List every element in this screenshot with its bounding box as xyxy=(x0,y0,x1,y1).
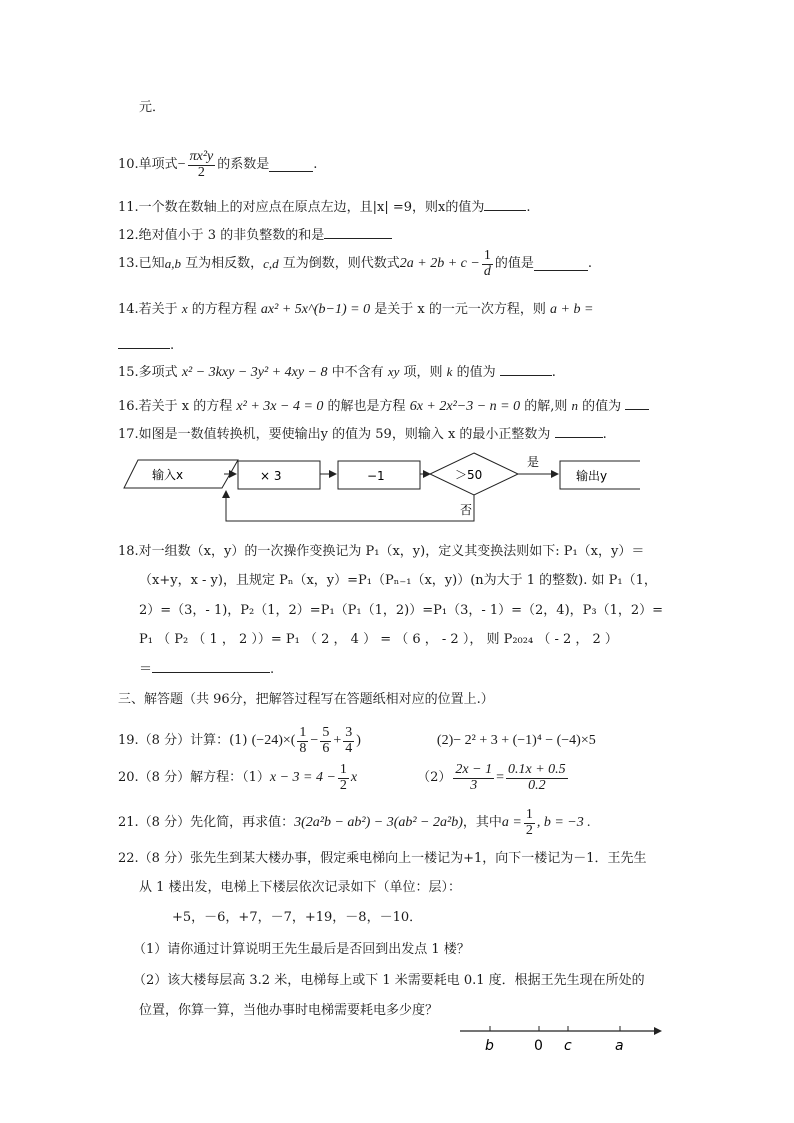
q18-line-3: 2）=（3，- 1)，P₂（1，2）=P₁（P₁（1，2)）=P₁（3，- 1）=（2，4)，P₃（1，2）= xyxy=(139,603,664,618)
q22-line-6: 位置，你算一算，当他办事时电梯需要耗电多少度？ xyxy=(139,1003,439,1018)
q21-b: , b = −3 . xyxy=(536,815,591,831)
question-10 xyxy=(118,150,317,180)
q19-frac2 xyxy=(320,726,331,756)
q20-frac3 xyxy=(506,763,568,793)
q13-den: d xyxy=(483,263,491,279)
q11-period: . xyxy=(526,200,531,215)
q15-suffix3: 的值为 xyxy=(456,365,496,380)
q19-f1d: 8 xyxy=(299,740,307,756)
q19-f2d: 6 xyxy=(322,740,330,756)
q20-eq1b: x xyxy=(350,770,358,786)
q18-line-5: ＝ xyxy=(139,662,153,677)
q16-blank xyxy=(625,396,649,410)
label-a: a xyxy=(615,1038,624,1054)
q22-line-4: （1）请你通过计算说明王先生最后是否回到出发点 1 楼？ xyxy=(133,942,470,957)
number-line-arrow xyxy=(654,1027,662,1035)
q12-text: 12.绝对值小于 3 的非负整数的和是 xyxy=(118,228,325,243)
q13-num: 1 xyxy=(483,248,491,263)
arrow-no-loop xyxy=(226,491,474,521)
q15-prefix: 15.多项式 xyxy=(118,365,178,380)
q16-mid: 的解也是方程 xyxy=(327,399,406,414)
q20-frac2 xyxy=(453,763,494,793)
q13-period: . xyxy=(587,256,592,272)
q19-f3d: 4 xyxy=(345,740,353,756)
q21-mid: ，其中 xyxy=(462,815,502,831)
q16-suffix2: 的值为 xyxy=(582,399,622,414)
q19-m2: + xyxy=(333,733,342,749)
q18-period: . xyxy=(270,662,275,677)
q22-line-3: +5，－6，+7，－7，+19，－8，－10． xyxy=(172,910,423,925)
q20-eq1a: x − 3 = 4 − xyxy=(269,770,336,786)
q20-prefix: 20.（8 分）解方程：（1） xyxy=(118,770,270,786)
q19-prefix: 19.（8 分）计算：(1) xyxy=(118,733,248,749)
question-17 xyxy=(118,424,607,444)
q12-blank xyxy=(324,225,392,239)
question-15 xyxy=(118,362,556,382)
q13-suffix: 的值是 xyxy=(494,256,534,272)
q18-line-4: P₁ （ P₂ （ 1 ， 2 ））= P₁ （ 2 ， 4 ） = （ 6 ， - 2 ）， 则 P₂₀₂₄ （ - 2 ， 2 ） xyxy=(139,632,618,647)
q16-suffix: 的解,则 xyxy=(524,399,568,414)
q15-expr: x² − 3kxy − 3y² + 4xy − 8 xyxy=(181,365,328,380)
q13-fraction xyxy=(482,249,493,279)
label-c: c xyxy=(564,1038,572,1054)
q10-prefix: 10.单项式 xyxy=(118,157,178,173)
q20-f2n: 2x − 1 xyxy=(455,762,493,777)
q10-blank xyxy=(269,158,313,172)
q13-prefix: 13.已知 xyxy=(118,256,165,272)
question-19 xyxy=(118,726,596,756)
q22-line-2: 从 1 楼出发，电梯上下楼层依次记录如下（单位：层）： xyxy=(139,880,462,895)
q19-close: ) xyxy=(356,733,361,749)
q14-blank xyxy=(118,335,170,349)
q14-x: x xyxy=(181,301,188,316)
q20-f1n: 1 xyxy=(339,762,347,777)
question-21 xyxy=(118,808,591,838)
times3-label: × 3 xyxy=(260,469,282,483)
q15-suffix: 中不含有 xyxy=(331,365,384,380)
q11-text: 11.一个数在数轴上的对应点在原点左边，且|x| =9，则x的值为 xyxy=(118,200,485,215)
q19-f2n: 5 xyxy=(322,725,330,740)
question-12 xyxy=(118,225,392,245)
q20-frac1 xyxy=(338,763,349,793)
q17-text: 17.如图是一数值转换机，要使输出y 的值为 59，则输入 x 的最小正整数为 xyxy=(118,427,551,442)
q19-part1-a: (−24)×( xyxy=(251,733,296,749)
label-b: b xyxy=(485,1038,494,1054)
q14-sum: a + b = xyxy=(550,302,594,317)
q20-eq: = xyxy=(496,770,504,786)
q20-part2-label: （2） xyxy=(417,770,452,786)
q16-expr2: 6x + 2x²−3 − n = 0 xyxy=(409,399,521,414)
question-13 xyxy=(118,249,592,279)
question-11 xyxy=(118,197,531,217)
q13-ab: a,b xyxy=(164,256,181,272)
q14-expr: ax² + 5x^(b−1) = 0 xyxy=(260,302,371,317)
q15-suffix2: 项，则 xyxy=(403,365,443,380)
q19-frac1 xyxy=(297,726,308,756)
flowchart xyxy=(120,448,640,530)
q17-blank xyxy=(555,424,603,438)
q16-n: n xyxy=(571,398,579,413)
q18-blank xyxy=(152,659,270,673)
minus1-label: −1 xyxy=(367,469,385,483)
question-14 xyxy=(118,300,593,319)
q21-an: 1 xyxy=(525,807,533,822)
q13-mid2: 互为倒数，则代数式 xyxy=(282,256,400,272)
q15-k: k xyxy=(446,364,453,379)
q21-a: a = xyxy=(501,815,522,831)
q17-period: . xyxy=(602,427,607,442)
q10-suffix: 的系数是 xyxy=(217,157,270,173)
q20-f2d: 3 xyxy=(470,777,478,793)
q14-mid: 的方程方程 xyxy=(191,302,257,317)
q20-f3n: 0.1x + 0.5 xyxy=(508,762,566,777)
q13-blank xyxy=(534,257,588,271)
condition-label: ＞50 xyxy=(455,468,483,482)
number-line xyxy=(456,1020,666,1056)
question-20 xyxy=(118,763,570,793)
label-0: 0 xyxy=(534,1038,543,1054)
q11-blank xyxy=(484,197,526,211)
q19-part2: (2)− 2² + 3 + (−1)⁴ − (−4)×5 xyxy=(436,733,596,749)
yes-label: 是 xyxy=(527,455,540,469)
q21-frac xyxy=(524,808,535,838)
question-14-blank-line xyxy=(118,335,174,355)
q21-prefix: 21.（8 分）先化简，再求值： xyxy=(118,815,295,831)
q20-f3d: 0.2 xyxy=(528,777,546,793)
q10-den: 2 xyxy=(197,164,205,180)
top-text: 元． xyxy=(139,100,166,115)
output-label: 输出y xyxy=(576,469,608,483)
q15-blank xyxy=(500,362,552,376)
q22-line-5: （2）该大楼每层高 3.2 米，电梯每上或下 1 米需要耗电 0.1 度．根据王先生现在所处的 xyxy=(133,973,645,988)
no-label: 否 xyxy=(460,503,473,517)
section-3-heading: 三、解答题（共 96分，把解答过程写在答题纸相对应的位置上.） xyxy=(118,692,494,707)
q18-line-5-wrap xyxy=(139,659,274,679)
minus-sign: − xyxy=(177,157,186,173)
q14-prefix: 14.若关于 xyxy=(118,302,178,317)
q21-ad: 2 xyxy=(525,822,533,838)
input-label: 输入x xyxy=(152,468,184,482)
q19-f1n: 1 xyxy=(299,725,307,740)
q14-period: . xyxy=(170,338,175,353)
q18-line-1: 18.对一组数（x，y）的一次操作变换记为 P₁（x，y)，定义其变换法则如下: P₁（x，y）＝ xyxy=(118,544,645,559)
q19-f3n: 3 xyxy=(345,725,353,740)
q15-period: . xyxy=(551,365,556,380)
q19-m1: − xyxy=(310,733,319,749)
q10-num: πx²y xyxy=(189,149,214,164)
q10-period: . xyxy=(313,157,318,173)
q15-xy: xy xyxy=(387,364,400,379)
q20-f1d: 2 xyxy=(339,777,347,793)
q13-mid: 互为相反数， xyxy=(185,256,264,272)
q14-suffix: 是关于 x 的一元一次方程，则 xyxy=(374,302,546,317)
question-16 xyxy=(118,396,649,416)
q16-prefix: 16.若关于 x 的方程 xyxy=(118,399,233,414)
q16-expr1: x² + 3x − 4 = 0 xyxy=(236,399,324,414)
q19-frac3 xyxy=(343,726,354,756)
q18-line-2: （x+y，x - y)，且规定 Pₙ（x，y）=P₁（Pₙ₋₁（x，y)）(n为大于 1 的整数). 如 P₁（1， xyxy=(139,573,657,588)
q10-fraction xyxy=(188,150,216,180)
q13-expr: 2a + 2b + c − xyxy=(399,256,480,272)
q21-expr: 3(2a²b − ab²) − 3(ab² − 2a²b) xyxy=(294,815,463,831)
q22-line-1: 22.（8 分）张先生到某大楼办事，假定乘电梯向上一楼记为+1，向下一楼记为－1．王先生 xyxy=(118,851,647,866)
q13-cd: c,d xyxy=(263,256,279,272)
